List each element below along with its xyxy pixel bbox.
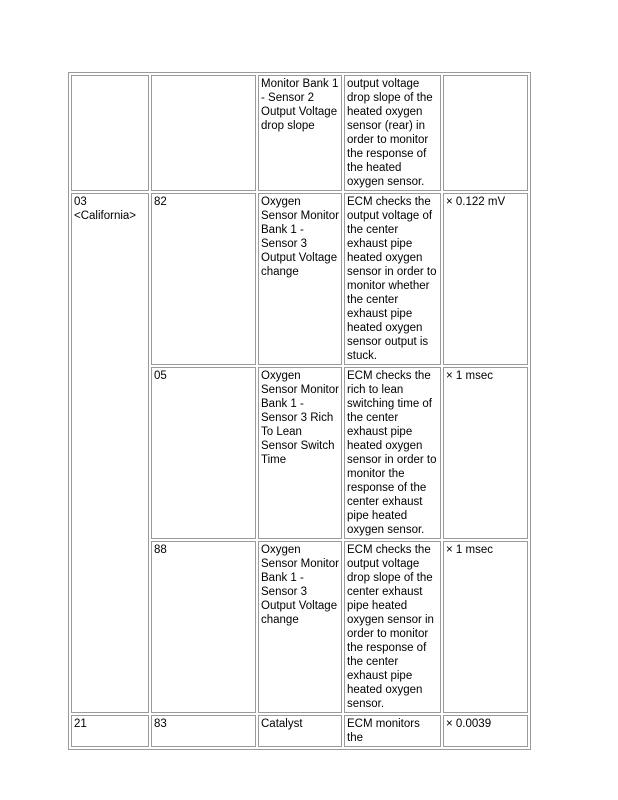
table-cell: 21 [71, 715, 149, 747]
table-cell: ECM checks the output voltage drop slope of the center exhaust pipe heated oxygen sensor in order to monitor the response of the center exhaust pipe heated oxygen sensor. [344, 541, 441, 713]
table-cell: Catalyst [258, 715, 342, 747]
table-cell: Oxygen Sensor Monitor Bank 1 - Sensor 3 Output Voltage change [258, 193, 342, 365]
table-cell: 03 <California> [71, 193, 149, 713]
table-cell [71, 75, 149, 191]
table-cell: Oxygen Sensor Monitor Bank 1 - Sensor 3 Output Voltage change [258, 541, 342, 713]
table-cell: × 0.0039 [443, 715, 528, 747]
table-cell: × 1 msec [443, 541, 528, 713]
table-row [71, 193, 528, 365]
table-cell: Oxygen Sensor Monitor Bank 1 - Sensor 3 Rich To Lean Sensor Switch Time [258, 367, 342, 539]
table-cell [151, 75, 256, 191]
table-row [71, 715, 528, 747]
table-cell: output voltage drop slope of the heated oxygen sensor (rear) in order to monitor the response of the heated oxygen sensor. [344, 75, 441, 191]
table-cell: × 1 msec [443, 367, 528, 539]
table-cell: ECM checks the output voltage of the center exhaust pipe heated oxygen sensor in order to monitor whether the center exhaust pipe heated oxygen sensor output is stuck. [344, 193, 441, 365]
table-cell: ECM monitors the [344, 715, 441, 747]
table-cell: ECM checks the rich to lean switching time of the center exhaust pipe heated oxygen sensor in order to monitor the response of the center exhaust pipe heated oxygen sensor. [344, 367, 441, 539]
table-row [71, 75, 528, 191]
table-cell: 83 [151, 715, 256, 747]
table-cell: 05 [151, 367, 256, 539]
table-cell: × 0.122 mV [443, 193, 528, 365]
table-cell: Monitor Bank 1 - Sensor 2 Output Voltage drop slope [258, 75, 342, 191]
data-table [68, 72, 531, 750]
table-cell [443, 75, 528, 191]
table-cell: 82 [151, 193, 256, 365]
table-cell: 88 [151, 541, 256, 713]
